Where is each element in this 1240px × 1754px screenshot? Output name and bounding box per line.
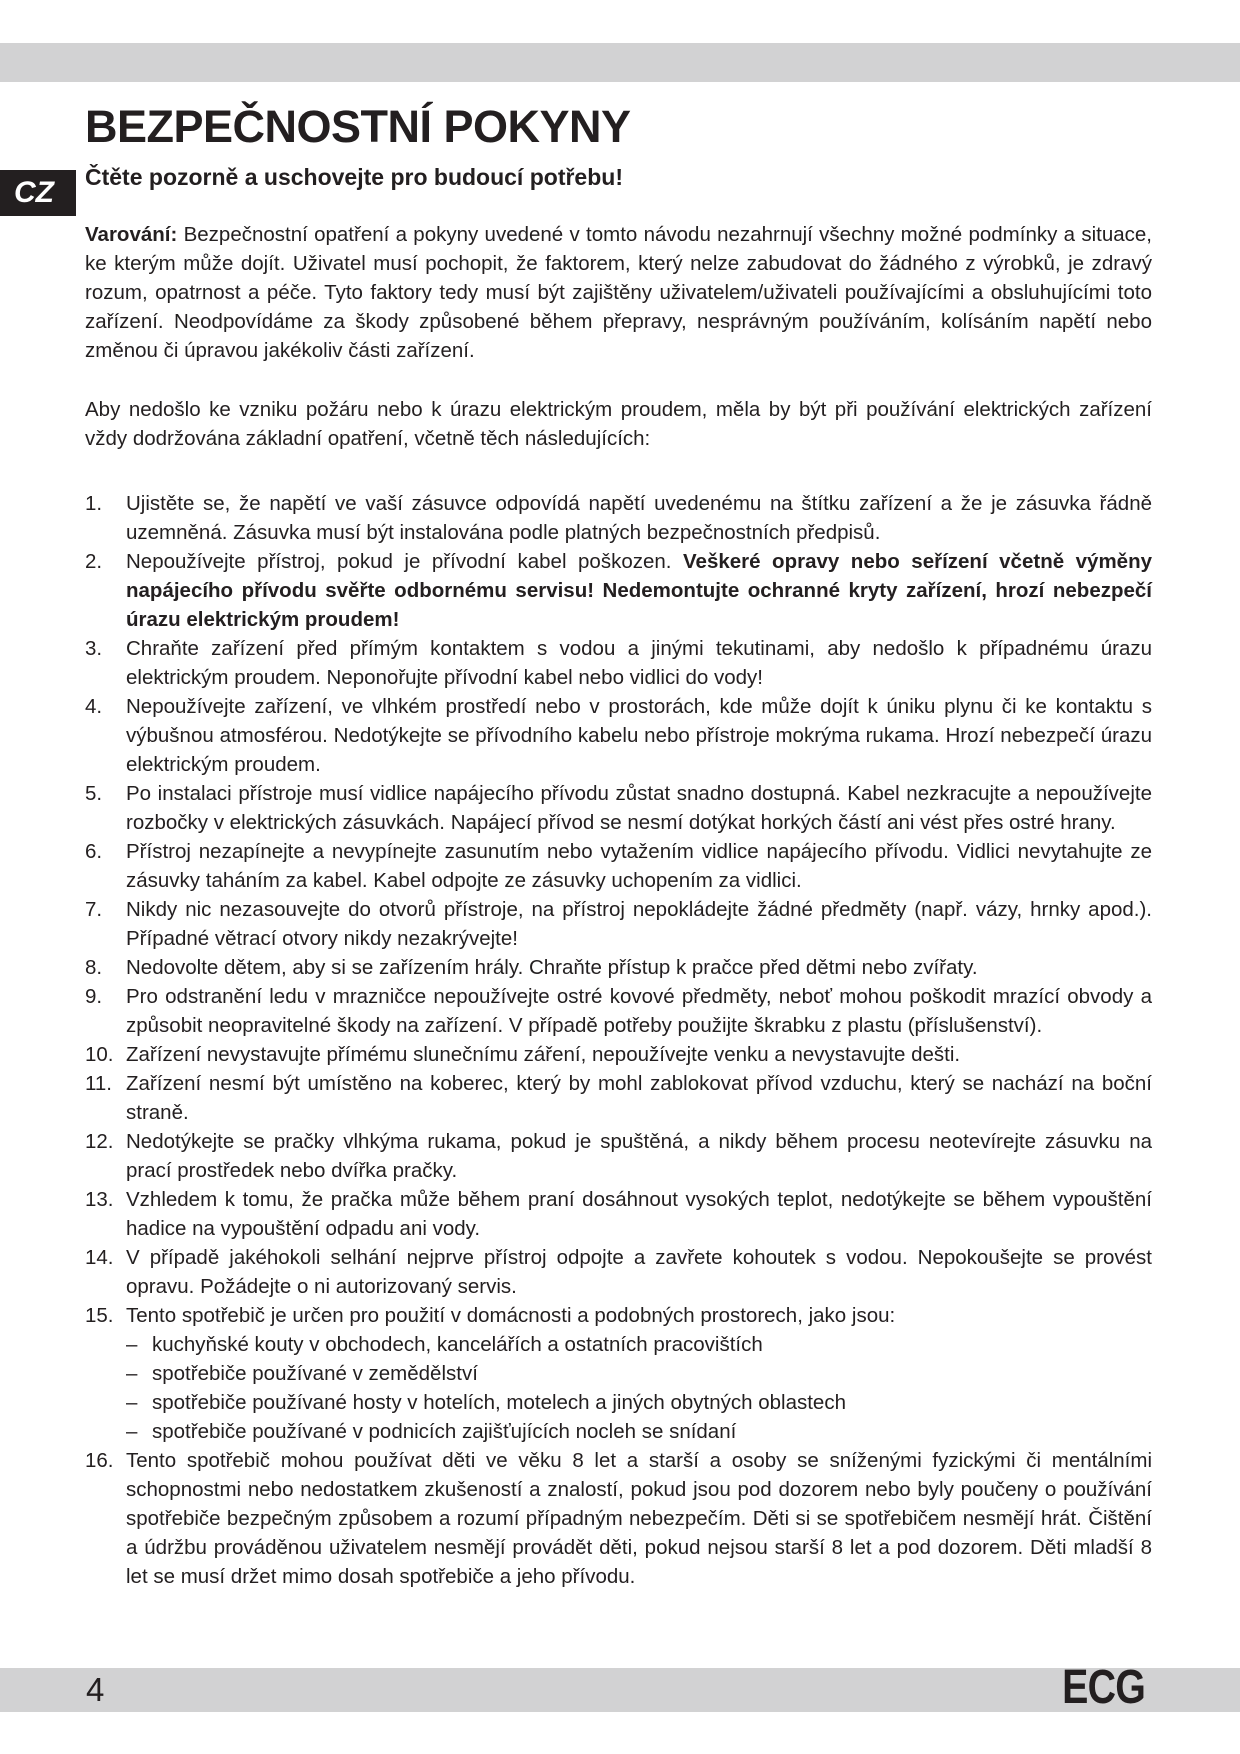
warning-label: Varování: [85, 223, 178, 246]
list-item-number: 11. [85, 1072, 112, 1095]
list-item [85, 1127, 1152, 1185]
page-title: BEZPEČNOSTNÍ POKYNY [85, 101, 631, 152]
list-item [85, 692, 1152, 779]
sub-item-dash: – [126, 1362, 138, 1385]
list-item [85, 547, 1152, 634]
page-subtitle: Čtěte pozorně a uschovejte pro budoucí potřebu! [85, 164, 623, 190]
list-item-number: 5. [85, 782, 103, 805]
page-number: 4 [86, 1671, 105, 1708]
sub-item-text: spotřebiče používané hosty v hotelích, motelech a jiných obytných oblastech [152, 1391, 846, 1414]
list-item-number: 15. [85, 1304, 114, 1327]
list-item-text: Nepoužívejte přístroj, pokud je přívodní kabel poškozen. Veškeré opravy nebo seřízení včetně výměny napájecího přívodu svěřte odbornému servisu! Nedemontujte ochranné kryty zařízení, hrozí nebezpečí úrazu elektrickým proudem! [126, 550, 1152, 631]
list-item [85, 634, 1152, 692]
list-item [85, 953, 1152, 982]
list-item-number: 12. [85, 1130, 114, 1153]
safety-list [85, 489, 1152, 1591]
list-item-text: Zařízení nesmí být umístěno na koberec, který by mohl zablokovat přívod vzduchu, který se nachází na boční straně. [126, 1072, 1152, 1124]
list-item-text: Nikdy nic nezasouvejte do otvorů přístroje, na přístroj nepokládejte žádné předměty (např. vázy, hrnky apod.). Případné větrací otvory nikdy nezakrývejte! [126, 898, 1152, 950]
sub-item-dash: – [126, 1391, 138, 1414]
language-badge [0, 170, 76, 216]
sub-item-dash: – [126, 1420, 138, 1443]
list-item-number: 4. [85, 695, 103, 718]
list-item-text: Přístroj nezapínejte a nevypínejte zasunutím nebo vytažením vidlice napájecího přívodu. Vidlici nevytahujte ze zásuvky taháním za kabel. Kabel odpojte ze zásuvky uchopením za vidlici. [126, 840, 1152, 892]
page-content [85, 96, 1152, 1591]
list-item [85, 1243, 1152, 1301]
list-item-text: Ujistěte se, že napětí ve vaší zásuvce odpovídá napětí uvedenému na štítku zařízení a že je zásuvka řádně uzemněná. Zásuvka musí být instalována podle platných bezpečnostních předpisů. [126, 492, 1152, 544]
list-item [85, 1446, 1152, 1591]
list-item-text: Tento spotřebič je určen pro použití v domácnosti a podobných prostorech, jako jsou: – kuchyňské kouty v obchodech, kancelářích a ostatních pracovištích – spotřebiče používané v zemědělství – spotřebiče používané hosty v hotelích, motelech a jiných obytných oblastech – spotřebiče používané v podnicích zajišťujících nocleh se snídaní [126, 1301, 1152, 1446]
brand-logo: ECG [1062, 1661, 1145, 1714]
list-item-text: Nedovolte dětem, aby si se zařízením hrály. Chraňte přístup k pračce před dětmi nebo zvířaty. [126, 956, 978, 979]
warning-text: Bezpečnostní opatření a pokyny uvedené v tomto návodu nezahrnují všechny možné podmínky a situace, ke kterým může dojít. Uživatel musí pochopit, že faktorem, který nelze zabudovat do žádného z výrobků, je zdravý rozum, opatrnost a péče. Tyto faktory tedy musí být zajištěny uživatelem/uživateli používajícími a obsluhujícími toto zařízení. Neodpovídáme za škody způsobené během přepravy, nesprávným používáním, kolísáním napětí nebo změnou či úpravou jakékoliv části zařízení. [85, 223, 1152, 362]
list-item [85, 1185, 1152, 1243]
footer-bar [0, 1668, 1240, 1712]
list-item-number: 1. [85, 492, 103, 515]
list-item-text: Tento spotřebič mohou používat děti ve věku 8 let a starší a osoby se sníženými fyzickými či mentálními schopnostmi nebo nedostatkem zkušeností a znalostí, pokud jsou pod dozorem nebo byly poučeny o používání spotřebiče bezpečným způsobem a rozumí případným nebezpečím. Děti si se spotřebičem nesmějí hrát. Čištění a údržbu prováděnou uživatelem nesmějí provádět děti, pokud nejsou starší 8 let a pod dozorem. Děti mladší 8 let se musí držet mimo dosah spotřebiče a jeho přívodu. [126, 1449, 1152, 1588]
list-item-number: 7. [85, 898, 103, 921]
sub-item-text: spotřebiče používané v zemědělství [152, 1362, 478, 1385]
list-item-number: 14. [85, 1246, 114, 1269]
sub-item-text: kuchyňské kouty v obchodech, kancelářích a ostatních pracovištích [152, 1333, 763, 1356]
list-item-text: Nepoužívejte zařízení, ve vlhkém prostředí nebo v prostorách, kde může dojít k úniku plynu či ke kontaktu s výbušnou atmosférou. Nedotýkejte se přívodního kabelu nebo přístroje mokrýma rukama. Hrozí nebezpečí úrazu elektrickým proudem. [126, 695, 1152, 776]
list-item-number: 10. [85, 1043, 114, 1066]
list-item-number: 9. [85, 985, 103, 1008]
list-item-number: 8. [85, 956, 103, 979]
sub-item-text: spotřebiče používané v podnicích zajišťujících nocleh se snídaní [152, 1420, 737, 1443]
sub-item-dash: – [126, 1333, 138, 1356]
sub-list-item [126, 1388, 1152, 1417]
list-item-number: 13. [85, 1188, 114, 1211]
intro-paragraph: Aby nedošlo ke vzniku požáru nebo k úrazu elektrickým proudem, měla by být při používání elektrických zařízení vždy dodržována základní opatření, včetně těch následujících: [85, 398, 1152, 450]
list-item-number: 2. [85, 550, 103, 573]
list-item [85, 982, 1152, 1040]
list-item [85, 1301, 1152, 1446]
list-item-text: Vzhledem k tomu, že pračka může během praní dosáhnout vysokých teplot, nedotýkejte se během vypouštění hadice na vypouštění odpadu ani vody. [126, 1188, 1152, 1240]
list-item [85, 779, 1152, 837]
sub-list-item [126, 1417, 1152, 1446]
list-item [85, 837, 1152, 895]
list-item-text: Pro odstranění ledu v mrazničce nepoužívejte ostré kovové předměty, neboť mohou poškodit mrazící obvody a způsobit neopravitelné škody na zařízení. V případě potřeby použijte škrabku z plastu (příslušenství). [126, 985, 1152, 1037]
list-item-number: 16. [85, 1449, 114, 1472]
list-item [85, 489, 1152, 547]
list-item-text: V případě jakéhokoli selhání nejprve přístroj odpojte a zavřete kohoutek s vodou. Nepokoušejte se provést opravu. Požádejte o ni autorizovaný servis. [126, 1246, 1152, 1298]
list-item-text: Po instalaci přístroje musí vidlice napájecího přívodu zůstat snadno dostupná. Kabel nezkracujte a nepoužívejte rozbočky v elektrických zásuvkách. Napájecí přívod se nesmí dotýkat horkých částí ani vést přes ostré hrany. [126, 782, 1152, 834]
list-item-number: 6. [85, 840, 103, 863]
list-item-text: Chraňte zařízení před přímým kontaktem s vodou a jinými tekutinami, aby nedošlo k případnému úrazu elektrickým proudem. Neponořujte přívodní kabel nebo vidlici do vody! [126, 637, 1152, 689]
sub-list-item [126, 1330, 1152, 1359]
warning-paragraph [85, 220, 1152, 365]
list-item-number: 3. [85, 637, 103, 660]
list-item-text: Zařízení nevystavujte přímému slunečnímu záření, nepoužívejte venku a nevystavujte dešti. [126, 1043, 961, 1066]
list-item [85, 1040, 1152, 1069]
sub-list-item [126, 1359, 1152, 1388]
list-item [85, 895, 1152, 953]
top-divider-bar [0, 43, 1240, 82]
list-item-text: Nedotýkejte se pračky vlhkýma rukama, pokud je spuštěná, a nikdy během procesu neotevírejte zásuvku na prací prostředek nebo dvířka pračky. [126, 1130, 1152, 1182]
language-badge-label: CZ [14, 176, 54, 209]
list-item [85, 1069, 1152, 1127]
